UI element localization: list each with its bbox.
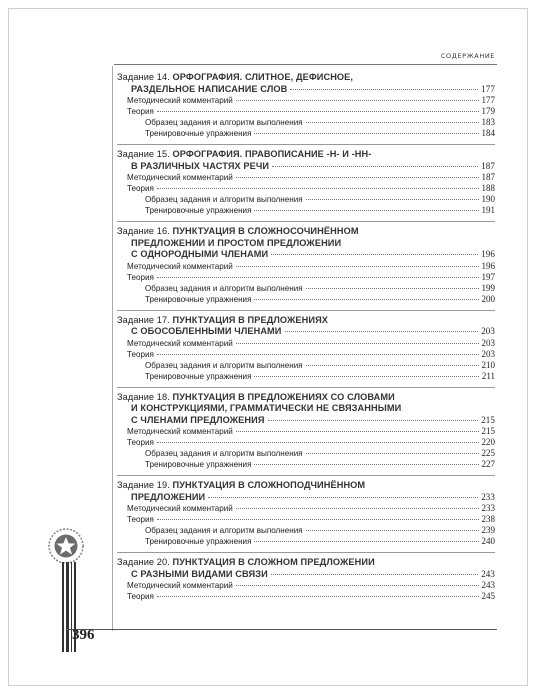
section-title: ПУНКТУАЦИЯ В СЛОЖНОПОДЧИНЁННОМ xyxy=(172,480,366,490)
toc-section xyxy=(117,387,495,471)
section-title: С ОБОСОБЛЕННЫМИ ЧЛЕНАМИ xyxy=(131,326,282,336)
left-margin-rule xyxy=(112,66,113,631)
section-title-line[interactable] xyxy=(117,315,495,327)
leader-dots xyxy=(236,431,479,432)
section-title-line[interactable] xyxy=(117,569,495,581)
entry-label: Теория xyxy=(127,438,154,447)
header-rule xyxy=(114,64,497,65)
page-ref: 179 xyxy=(481,106,495,116)
page-ref: 187 xyxy=(481,172,495,182)
entry-label: Методический комментарий xyxy=(127,173,233,182)
page-ref: 227 xyxy=(481,459,495,469)
toc-section xyxy=(117,221,495,305)
page-ref: 238 xyxy=(481,514,495,524)
section-divider xyxy=(117,310,495,311)
toc-entry[interactable] xyxy=(117,437,495,448)
leader-dots xyxy=(157,519,479,520)
entry-label: Методический комментарий xyxy=(127,96,233,105)
section-title: С ОДНОРОДНЫМИ ЧЛЕНАМИ xyxy=(131,249,269,259)
table-of-contents xyxy=(117,72,495,602)
leader-dots xyxy=(157,442,479,443)
leader-dots xyxy=(208,497,478,498)
section-divider xyxy=(117,552,495,553)
toc-entry[interactable] xyxy=(117,536,495,547)
section-title-line[interactable] xyxy=(117,238,495,250)
section-title-line[interactable] xyxy=(117,557,495,569)
leader-dots xyxy=(306,199,479,200)
page-ref: 183 xyxy=(481,117,495,127)
entry-label: Методический комментарий xyxy=(127,261,233,271)
task-number: Задание 18. xyxy=(117,391,170,402)
leader-dots xyxy=(290,89,478,90)
page-ref: 243 xyxy=(481,568,495,579)
section-title: ПУНКТУАЦИЯ В СЛОЖНОСОЧИНЁННОМ xyxy=(172,226,359,236)
toc-entry[interactable] xyxy=(117,580,495,591)
section-title-line[interactable] xyxy=(117,249,495,261)
entry-label: Образец задания и алгоритм выполнения xyxy=(145,449,303,458)
leader-dots xyxy=(254,376,478,377)
page-ref: 177 xyxy=(481,95,495,105)
section-title: С РАЗНЫМИ ВИДАМИ СВЯЗИ xyxy=(131,568,268,579)
leader-dots xyxy=(236,266,479,267)
section-title-line[interactable] xyxy=(117,392,495,404)
entry-label: Теория xyxy=(127,592,154,601)
task-number: Задание 16. xyxy=(117,226,170,236)
page-ref: 220 xyxy=(481,437,495,447)
entry-label: Образец задания и алгоритм выполнения xyxy=(145,195,303,204)
page-ref: 177 xyxy=(481,83,495,94)
section-title-line[interactable] xyxy=(117,492,495,504)
toc-entry[interactable] xyxy=(117,525,495,536)
star-emblem-icon xyxy=(46,526,86,566)
toc-entry[interactable] xyxy=(117,349,495,360)
leader-dots xyxy=(272,166,478,167)
section-title-line[interactable] xyxy=(117,84,495,96)
toc-entry[interactable] xyxy=(117,106,495,117)
page-ref: 243 xyxy=(481,580,495,590)
leader-dots xyxy=(236,585,479,586)
page-ref: 200 xyxy=(481,293,495,304)
footer-rule xyxy=(66,629,497,630)
toc-entry[interactable] xyxy=(117,459,495,470)
task-number: Задание 14. xyxy=(117,72,170,82)
page-ref: 199 xyxy=(481,282,495,293)
section-title-line[interactable] xyxy=(117,226,495,238)
task-number: Задание 20. xyxy=(117,557,170,567)
entry-label: Тренировочные упражнения xyxy=(145,371,252,381)
section-title: ОРФОГРАФИЯ. СЛИТНОЕ, ДЕФИСНОЕ, xyxy=(172,72,354,82)
running-header: СОДЕРЖАНИЕ xyxy=(440,52,495,60)
entry-label: Образец задания и алгоритм выполнения xyxy=(145,526,303,535)
toc-entry[interactable] xyxy=(117,448,495,459)
page-ref: 233 xyxy=(481,503,495,513)
task-number: Задание 19. xyxy=(117,480,170,490)
leader-dots xyxy=(271,574,478,575)
page-ref: 196 xyxy=(481,249,495,259)
entry-label: Методический комментарий xyxy=(127,581,233,590)
entry-label: Образец задания и алгоритм выполнения xyxy=(145,118,303,127)
page-ref: 215 xyxy=(481,414,495,425)
toc-entry[interactable] xyxy=(117,514,495,525)
entry-label: Методический комментарий xyxy=(127,504,233,513)
section-title-line[interactable] xyxy=(117,480,495,492)
page-ref: 245 xyxy=(481,591,495,601)
section-title: ПУНКТУАЦИЯ В ПРЕДЛОЖЕНИЯХ xyxy=(172,314,329,325)
section-title-line[interactable] xyxy=(117,72,495,84)
page-ref: 197 xyxy=(481,271,495,282)
page-number: 396 xyxy=(72,627,95,643)
page-ref: 188 xyxy=(481,183,495,193)
entry-label: Тренировочные упражнения xyxy=(145,537,252,546)
toc-section xyxy=(117,144,495,216)
page-ref: 184 xyxy=(481,128,495,138)
task-number: Задание 17. xyxy=(117,314,170,325)
entry-label: Образец задания и алгоритм выполнения xyxy=(145,360,303,370)
toc-entry[interactable] xyxy=(117,128,495,139)
leader-dots xyxy=(306,365,479,366)
entry-label: Тренировочные упражнения xyxy=(145,129,252,138)
entry-label: Тренировочные упражнения xyxy=(145,206,252,215)
leader-dots xyxy=(157,188,479,189)
leader-dots xyxy=(268,420,479,421)
section-title: В РАЗЛИЧНЫХ ЧАСТЯХ РЕЧИ xyxy=(131,160,270,171)
leader-dots xyxy=(271,254,478,255)
page-ref: 187 xyxy=(481,160,495,171)
section-title-line[interactable] xyxy=(117,326,495,338)
section-title-line[interactable] xyxy=(117,149,495,161)
toc-entry[interactable] xyxy=(117,205,495,216)
leader-dots xyxy=(306,453,479,454)
page-ref: 240 xyxy=(481,536,495,546)
leader-dots xyxy=(306,530,479,531)
toc-section xyxy=(117,552,495,602)
entry-label: Теория xyxy=(127,515,154,524)
section-title: ПРЕДЛОЖЕНИИ xyxy=(131,491,206,502)
leader-dots xyxy=(254,133,478,134)
leader-dots xyxy=(157,596,479,597)
leader-dots xyxy=(236,177,479,178)
leader-dots xyxy=(306,288,479,289)
page-ref: 239 xyxy=(481,525,495,535)
section-divider xyxy=(117,221,495,222)
section-title-line[interactable] xyxy=(117,403,495,415)
leader-dots xyxy=(306,122,479,123)
page-ref: 225 xyxy=(481,448,495,458)
leader-dots xyxy=(157,277,479,278)
page-ref: 210 xyxy=(481,359,495,370)
page-ref: 233 xyxy=(481,491,495,502)
leader-dots xyxy=(236,343,479,344)
toc-entry[interactable] xyxy=(117,183,495,194)
toc-entry[interactable] xyxy=(117,272,495,283)
leader-dots xyxy=(254,299,478,300)
section-title: ОРФОГРАФИЯ. ПРАВОПИСАНИЕ -Н- И -НН- xyxy=(172,149,372,159)
entry-label: Методический комментарий xyxy=(127,338,233,348)
toc-entry[interactable] xyxy=(117,426,495,437)
section-title: И КОНСТРУКЦИЯМИ, ГРАММАТИЧЕСКИ НЕ СВЯЗАННЫМИ xyxy=(131,403,402,413)
section-title: РАЗДЕЛЬНОЕ НАПИСАНИЕ СЛОВ xyxy=(131,83,288,94)
page-ref: 191 xyxy=(481,205,495,215)
page-ref: 203 xyxy=(481,348,495,359)
leader-dots xyxy=(236,508,479,509)
toc-entry[interactable] xyxy=(117,338,495,349)
toc-entry[interactable] xyxy=(117,360,495,371)
section-title: ПУНКТУАЦИЯ В ПРЕДЛОЖЕНИЯХ СО СЛОВАМИ xyxy=(172,391,395,402)
page-ref: 196 xyxy=(481,260,495,271)
section-title-line[interactable] xyxy=(117,415,495,427)
toc-entry[interactable] xyxy=(117,95,495,106)
leader-dots xyxy=(254,210,478,211)
toc-entry[interactable] xyxy=(117,117,495,128)
toc-entry[interactable] xyxy=(117,283,495,294)
toc-section xyxy=(117,72,495,139)
entry-label: Тренировочные упражнения xyxy=(145,294,252,304)
toc-section xyxy=(117,310,495,382)
page-ref: 203 xyxy=(481,326,495,336)
section-title: С ЧЛЕНАМИ ПРЕДЛОЖЕНИЯ xyxy=(131,414,265,425)
page-ref: 215 xyxy=(481,426,495,436)
toc-entry[interactable] xyxy=(117,261,495,272)
section-divider xyxy=(117,387,495,388)
entry-label: Теория xyxy=(127,349,154,359)
section-divider xyxy=(117,144,495,145)
toc-entry[interactable] xyxy=(117,503,495,514)
leader-dots xyxy=(254,464,478,465)
toc-entry[interactable] xyxy=(117,172,495,183)
toc-entry[interactable] xyxy=(117,294,495,305)
toc-section xyxy=(117,475,495,547)
entry-label: Теория xyxy=(127,272,154,282)
leader-dots xyxy=(254,541,478,542)
section-divider xyxy=(117,475,495,476)
leader-dots xyxy=(157,354,479,355)
section-title: ПРЕДЛОЖЕНИИ И ПРОСТОМ ПРЕДЛОЖЕНИИ xyxy=(131,237,342,248)
leader-dots xyxy=(285,331,479,332)
entry-label: Тренировочные упражнения xyxy=(145,460,252,469)
page-ref: 203 xyxy=(481,337,495,348)
page-ref: 190 xyxy=(481,194,495,204)
toc-entry[interactable] xyxy=(117,371,495,382)
leader-dots xyxy=(236,100,479,101)
toc-entry[interactable] xyxy=(117,194,495,205)
section-title-line[interactable] xyxy=(117,161,495,173)
page-ref: 211 xyxy=(481,370,495,381)
entry-label: Образец задания и алгоритм выполнения xyxy=(145,283,303,293)
leader-dots xyxy=(157,111,479,112)
task-number: Задание 15. xyxy=(117,149,170,159)
entry-label: Методический комментарий xyxy=(127,427,233,436)
toc-entry[interactable] xyxy=(117,591,495,602)
section-title: ПУНКТУАЦИЯ В СЛОЖНОМ ПРЕДЛОЖЕНИИ xyxy=(172,557,375,567)
entry-label: Теория xyxy=(127,107,154,116)
entry-label: Теория xyxy=(127,184,154,193)
